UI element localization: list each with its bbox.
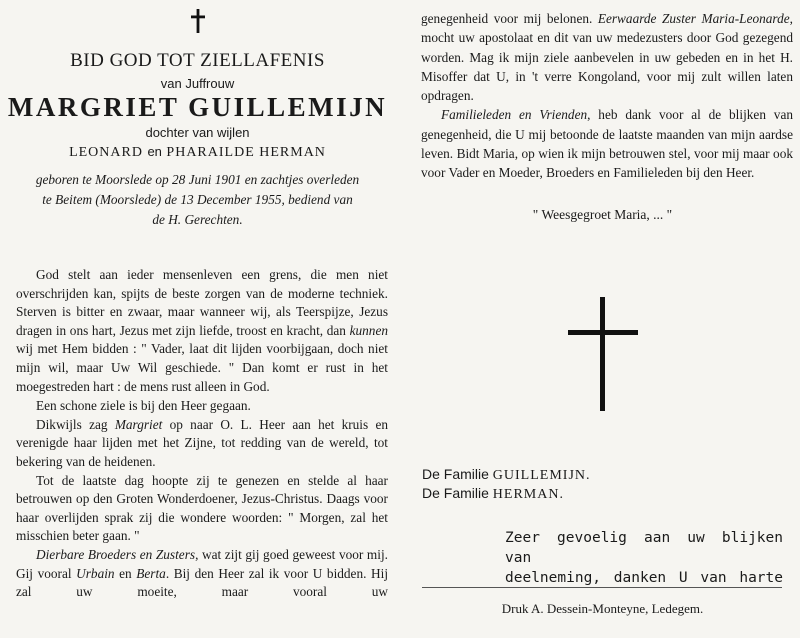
text: op naar O. L. Heer aan het kruis en verenigde haar lijden met het Zijne, tot redding van de wereld, tot bekering van de heidenen. [16,416,389,469]
emphasis: kunnen [349,322,388,338]
text: God stelt aan ieder mensenleven een grens, die men niet overschrijden kan, spijts de beste zorgen van de moderne techniek. Sterven is bitter en zwaar, maar wanneer wij, als Teerspijze, Jezus dragen in ons hart, Jezus met zijn liefde, troost en kracht, dan [16,267,388,338]
van-label: van Juffrouw [160,76,235,91]
and-word: en [147,144,162,159]
printer-credit: Druk A. Dessein-Monteyne, Ledegem. [501,601,704,616]
emphasis: Margriet [114,416,163,432]
paragraph [16,546,388,602]
paragraph: Tot de laatste dag hoopte zij te genezen en stelde al haar betrouwen op den Groten Wonderdoener, Jezus-Christus. Daags voor haar overlijden sprak zij die wondere woorden: " Morgen, zal het misschien beter gaan. " [16,472,388,544]
cross-icon [568,297,638,411]
family-line [422,466,591,484]
parents-names [0,144,395,161]
paragraph [16,416,388,472]
deceased-name: MARGRIET GUILLEMIJN [7,92,388,122]
text: Dikwijls zag [36,416,115,432]
text: , wat zijt gij goed geweest voor mij. Gij vooral [16,546,388,581]
emphasis: Familieleden en Vrienden [441,107,588,123]
family-line [422,485,564,503]
greeting-line: " Weesgegroet Maria, ... " [532,207,673,222]
small-cross-icon [188,8,208,34]
birth-death-info [0,170,395,230]
mother-name: PHARAILDE HERMAN [166,145,326,160]
divider [422,587,782,588]
family-prefix: De Familie [422,466,489,482]
paragraph [421,105,793,182]
emphasis: Berta [136,565,166,581]
thanks-line: Zeer gevoelig aan uw blijken van [505,530,783,566]
family-prefix: De Familie [422,485,489,501]
paragraph: Een schone ziele is bij den Heer gegaan. [36,398,251,414]
paragraph [16,266,388,396]
text: , mocht uw apostolaat en dit van uw medezusters door God gezegend worden. Mag ik mijn ziele aanbevelen in uw gebeden en in het H. Misoffer dat U, in 't verre Kongoland, voor mij zult willen laten opdragen. [421,11,793,104]
left-page [0,0,395,638]
text: genegenheid voor mij belonen. [421,11,598,26]
prayer-heading: BID GOD TOT ZIELLAFENIS [70,50,325,71]
thanks-line: deelneming, danken U van harte [505,570,783,586]
text: , heb dank voor al de blijken van genegenheid, die U mij betoonde de laatste maanden van mijn aardse leven. Bidt Maria, op wien ik mijn betrouwen stel, voor mij maar ook voor Vader en Moeder, Broeders en Familieleden bij den Heer. [421,107,794,181]
emphasis: Dierbare Broeders en Zusters [36,546,196,562]
family-name: GUILLEMIJN. [492,468,591,483]
text: wij met Hem bidden : " Vader, laat dit lijden voorbijgaan, doch niet mijn wil, maar Uw Wil geschiede. " Dan komt er rust in het moegestreden hart : de mens rust alleen in God. [16,341,388,394]
family-name: HERMAN. [492,487,564,502]
emphasis: Eerwaarde Zuster Maria-Leonarde [597,11,790,26]
birth-line: de H. Gerechten. [152,212,243,227]
birth-line: te Beitem (Moorslede) de 13 December 1955, bediend van [42,192,353,207]
father-name: LEONARD [69,145,143,160]
emphasis: Urbain [76,565,115,581]
paragraph [421,9,793,105]
text: en [114,565,137,581]
thanks-text [505,528,783,588]
birth-line: geboren te Moorslede op 28 Juni 1901 en zachtjes overleden [35,172,360,187]
daughter-label: dochter van wijlen [145,125,250,140]
right-page [405,0,800,638]
memorial-text-right [421,9,793,183]
text: . Bij den Heer zal ik voor U bidden. Hij zal uw moeite, maar vooral uw [16,565,389,600]
memorial-text-left [16,266,388,602]
